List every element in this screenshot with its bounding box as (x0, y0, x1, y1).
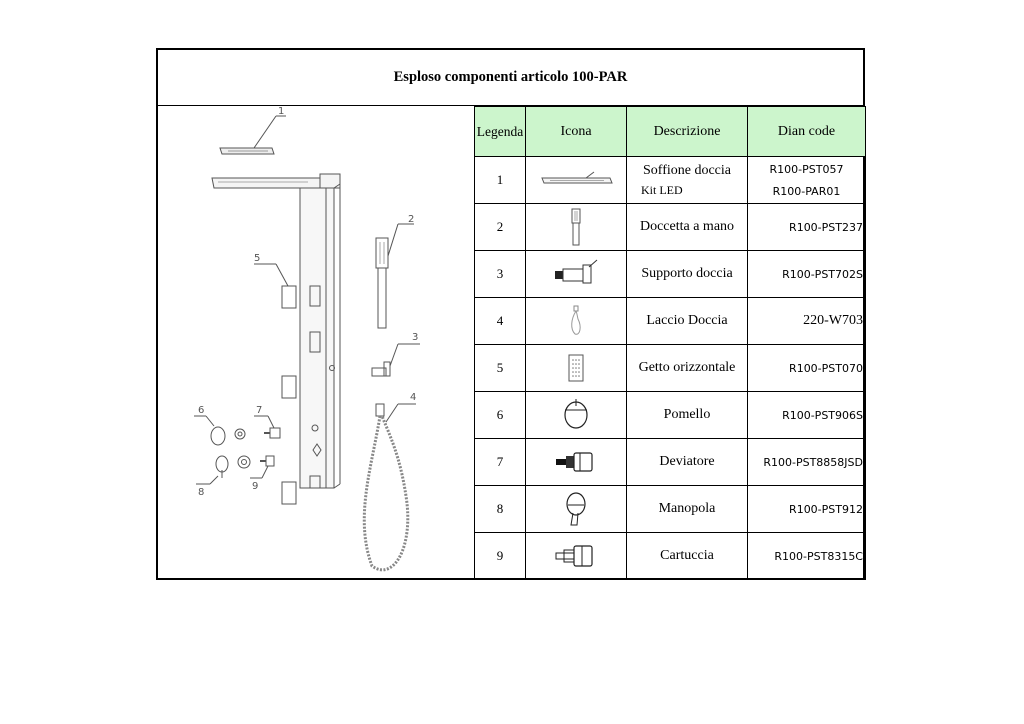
row-number: 8 (475, 486, 526, 533)
description-subtext: Kit LED (641, 182, 683, 197)
row-description: Laccio Doccia (627, 298, 748, 345)
callout-3: 3 (412, 332, 419, 343)
column-part (300, 184, 340, 488)
knob-icon (526, 392, 627, 439)
component-sheet (156, 48, 865, 580)
row-number: 4 (475, 298, 526, 345)
row-description: Manopola (627, 486, 748, 533)
row-number: 9 (475, 533, 526, 580)
shower-head-part (220, 116, 286, 154)
hose-part (364, 404, 416, 570)
header-legend: Legenda (475, 107, 526, 157)
table-row (475, 439, 866, 486)
parts-table (474, 106, 866, 580)
row-code: R100-PST906S (748, 392, 866, 439)
hand-shower-icon (526, 204, 627, 251)
row-number: 2 (475, 204, 526, 251)
callout-7: 7 (256, 405, 263, 416)
row-code: R100-PST8858JSD (748, 439, 866, 486)
row-description: Deviatore (627, 439, 748, 486)
code-text: R100-PAR01 (772, 184, 841, 198)
code-text: R100-PST057 (769, 162, 844, 176)
table-header-row (475, 107, 866, 157)
header-code: Dian code (748, 107, 866, 157)
callout-9: 9 (252, 481, 259, 492)
row-description: Getto orizzontale (627, 345, 748, 392)
row-code: R100-PST237 (748, 204, 866, 251)
body-jet-icon (526, 345, 627, 392)
row-code: R100-PST912 (748, 486, 866, 533)
table-row (475, 533, 866, 580)
handle-icon (526, 486, 627, 533)
header-description: Descrizione (627, 107, 748, 157)
callout-6: 6 (198, 405, 205, 416)
callout-5: 5 (254, 253, 261, 264)
table-row (475, 345, 866, 392)
shower-holder-icon (526, 251, 627, 298)
table-row (475, 157, 866, 204)
row-description: Cartuccia (627, 533, 748, 580)
row-number: 3 (475, 251, 526, 298)
table-row (475, 298, 866, 345)
row-code: R100-PST8315C (748, 533, 866, 580)
table-row (475, 392, 866, 439)
row-code: 220-W703 (748, 298, 866, 345)
callout-2: 2 (408, 214, 415, 225)
row-code (748, 157, 866, 204)
hose-icon (526, 298, 627, 345)
row-description: Doccetta a mano (627, 204, 748, 251)
cartridge-icon (526, 533, 627, 580)
row-number: 1 (475, 157, 526, 204)
sheet-title: Esploso componenti articolo 100-PAR (158, 50, 863, 106)
table-row (475, 251, 866, 298)
row-number: 5 (475, 345, 526, 392)
body-jets-part (254, 264, 296, 504)
row-code: R100-PST702S (748, 251, 866, 298)
header-icon: Icona (526, 107, 627, 157)
row-number: 7 (475, 439, 526, 486)
row-code: R100-PST070 (748, 345, 866, 392)
exploded-drawing (158, 106, 474, 580)
hand-shower-part (376, 224, 414, 328)
row-description: Pomello (627, 392, 748, 439)
row-description (627, 157, 748, 204)
controls-part (194, 416, 280, 484)
top-arm-part (212, 174, 340, 188)
callout-8: 8 (198, 487, 205, 498)
shower-head-icon (526, 157, 627, 204)
holder-part (372, 344, 420, 376)
callout-1: 1 (278, 106, 285, 117)
exploded-view-svg (158, 106, 474, 580)
table-row (475, 204, 866, 251)
description-text: Soffione doccia (643, 162, 731, 178)
callout-4: 4 (410, 392, 417, 403)
diverter-icon (526, 439, 627, 486)
row-description: Supporto doccia (627, 251, 748, 298)
row-number: 6 (475, 392, 526, 439)
table-row (475, 486, 866, 533)
